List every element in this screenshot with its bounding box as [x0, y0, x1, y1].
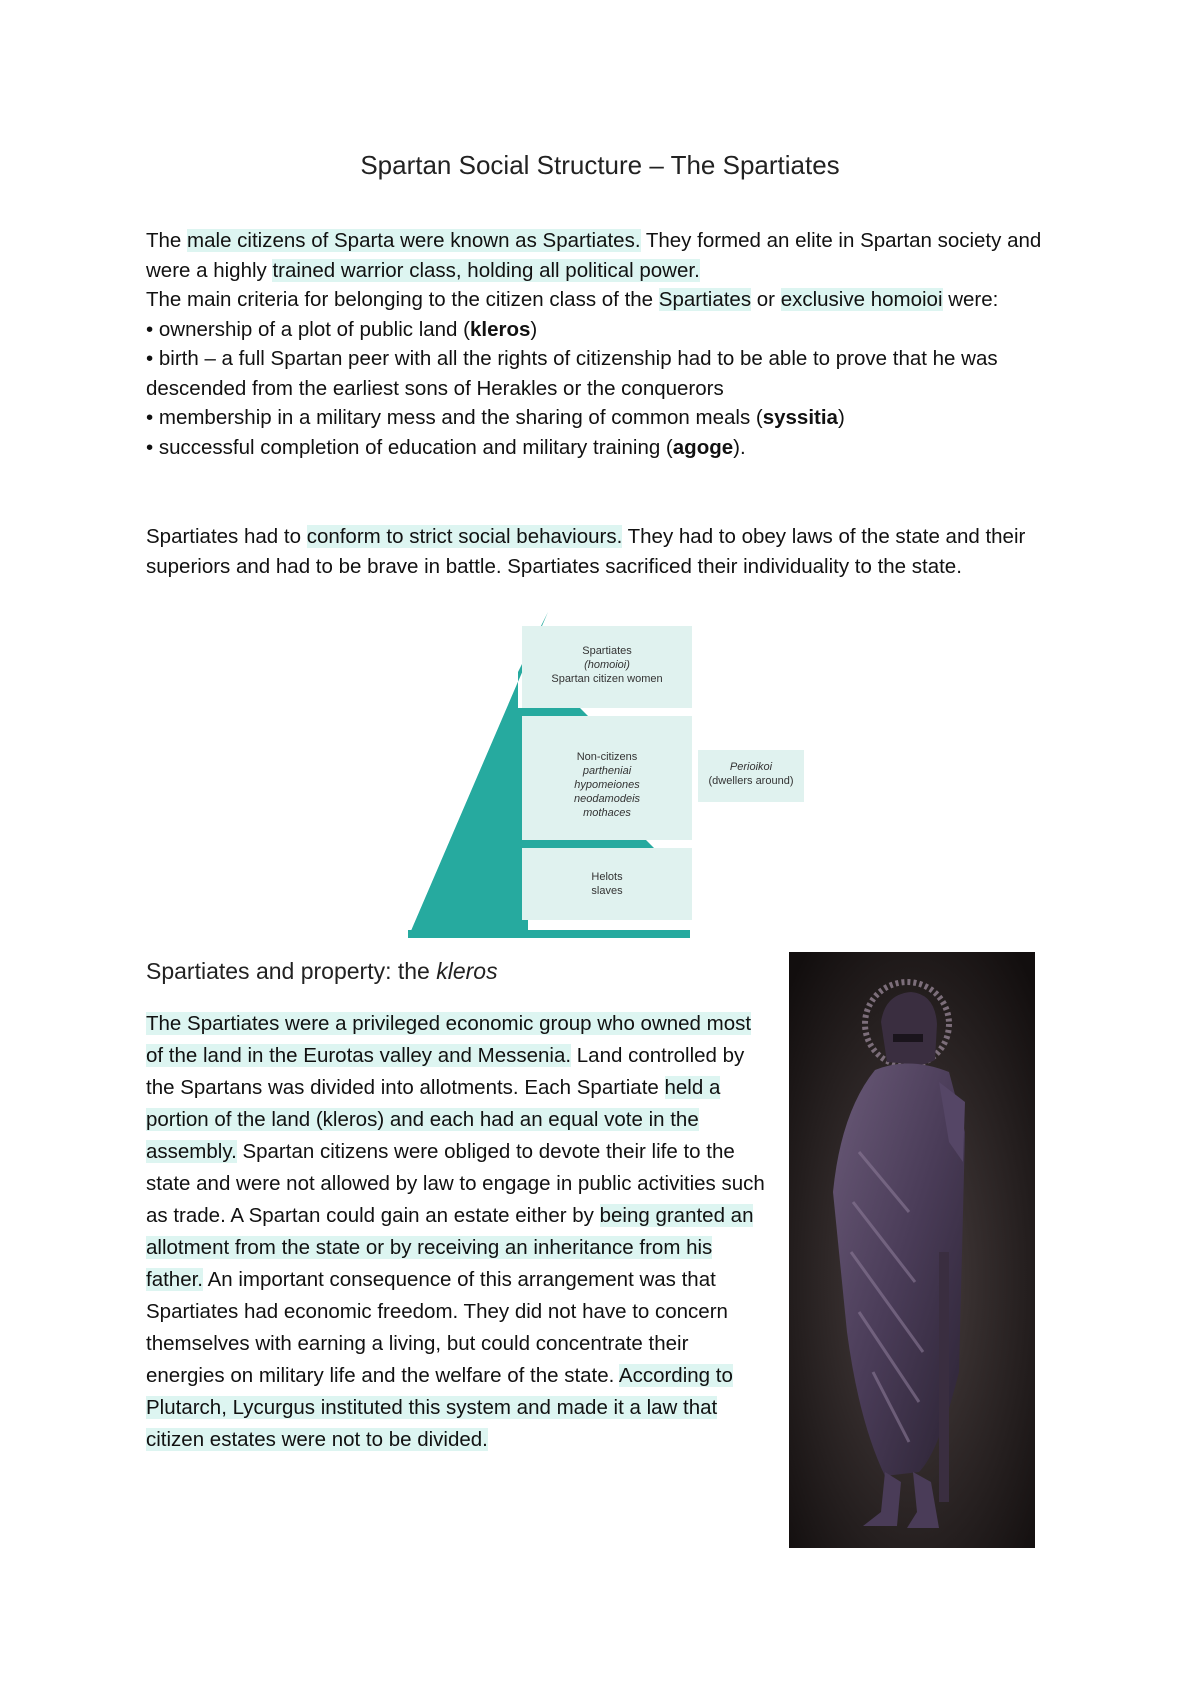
text-run: )	[837, 406, 845, 429]
social-pyramid-diagram	[400, 608, 820, 938]
text-run: • membership in a military mess and the sharing of common meals (	[146, 406, 763, 429]
highlighted-text: exclusive homoioi	[780, 288, 943, 311]
section-heading	[146, 958, 498, 985]
text-run: or	[751, 288, 781, 311]
highlighted-text: The Spartiates were a privileged economic group who owned most of the land in the Eurotas valley and Messenia.	[146, 1012, 752, 1067]
tier-label: hypomeiones	[574, 779, 640, 791]
tier-label: Non-citizens	[576, 751, 638, 763]
tier-label: mothaces	[583, 807, 631, 819]
text-run: They had to obey laws of the state and their superiors and had to be brave in battle. Spartiates sacrificed their individuality to the state.	[146, 525, 1026, 578]
highlighted-text: conform to strict social behaviours.	[306, 525, 623, 548]
tier-label: slaves	[591, 885, 623, 897]
text-run: The main criteria for belonging to the citizen class of the	[146, 288, 659, 311]
page-title: Spartan Social Structure – The Spartiates	[360, 150, 840, 180]
bullet-item	[146, 433, 1076, 463]
tier-label: neodamodeis	[573, 793, 641, 805]
text-run: • successful completion of education and military training (	[146, 435, 673, 459]
heading-italic: kleros	[436, 958, 498, 984]
kleros-paragraph	[146, 1008, 766, 1456]
highlighted-text: male citizens of Sparta were known as Spartiates.	[187, 229, 641, 252]
text-run: Spartiates and property: the	[146, 958, 437, 984]
bullet-item	[146, 403, 1076, 433]
tier-label: partheniai	[582, 765, 632, 777]
tier-label: Spartan citizen women	[551, 673, 663, 685]
conform-paragraph	[146, 522, 1076, 581]
tier-label: Spartiates	[582, 645, 632, 657]
text-run: were:	[942, 288, 999, 311]
text-run: )	[530, 317, 538, 341]
highlighted-text: held a portion of the land (kleros) and each had an equal vote in the assembly.	[146, 1076, 721, 1163]
tier-label: (homoioi)	[584, 659, 630, 671]
tier-non-citizens	[522, 716, 692, 840]
tier-label: (dwellers around)	[708, 775, 794, 787]
criteria-intro	[146, 285, 1076, 315]
text-run: Spartan citizens were obliged to devote their life to the state and were not allowed by law to engage in public activities such as trade. A Spartan could gain an estate either by	[146, 1140, 765, 1227]
bullet-item: • birth – a full Spartan peer with all the rights of citizenship had to be able to prove that he was descended from the earliest sons of Herakles or the conquerors	[146, 347, 998, 400]
intro-paragraph	[146, 226, 1076, 462]
bullet-item	[146, 315, 1076, 345]
tier-spartiates	[522, 626, 692, 708]
intro-sentence	[146, 226, 1076, 285]
highlighted-text: According to Plutarch, Lycurgus instituted this system and made it a law that citizen estates were not to be divided.	[146, 1364, 733, 1451]
highlighted-text: Spartiates	[658, 288, 752, 311]
highlighted-text: being granted an allotment from the state or by receiving an inheritance from his father.	[146, 1204, 754, 1291]
tier-label: Perioikoi	[729, 761, 773, 773]
text-run: An important consequence of this arrangement was that Spartiates had economic freedom. They did not have to concern themselves with earning a living, but could concentrate their energies on military life and the welfare of the state.	[146, 1268, 728, 1387]
term-bold: syssitia	[762, 406, 838, 429]
text-run: • ownership of a plot of public land (	[146, 317, 470, 341]
term-bold: kleros	[469, 317, 531, 341]
text-run: They formed an elite in Spartan society and were a highly	[146, 229, 1042, 282]
tier-label: Helots	[591, 871, 623, 883]
term-bold: agoge	[672, 435, 734, 459]
text-run: ).	[733, 435, 746, 459]
text-run: Land controlled by the Spartans was divided into allotments. Each Spartiate	[146, 1044, 745, 1099]
spartan-warrior-statue-image	[789, 952, 1035, 1548]
tier-helots	[522, 848, 692, 920]
tier-perioikoi	[698, 750, 804, 802]
text-run: Spartiates had to	[146, 525, 307, 548]
text-run: The	[146, 229, 188, 252]
highlighted-text: trained warrior class, holding all political power.	[272, 258, 700, 282]
